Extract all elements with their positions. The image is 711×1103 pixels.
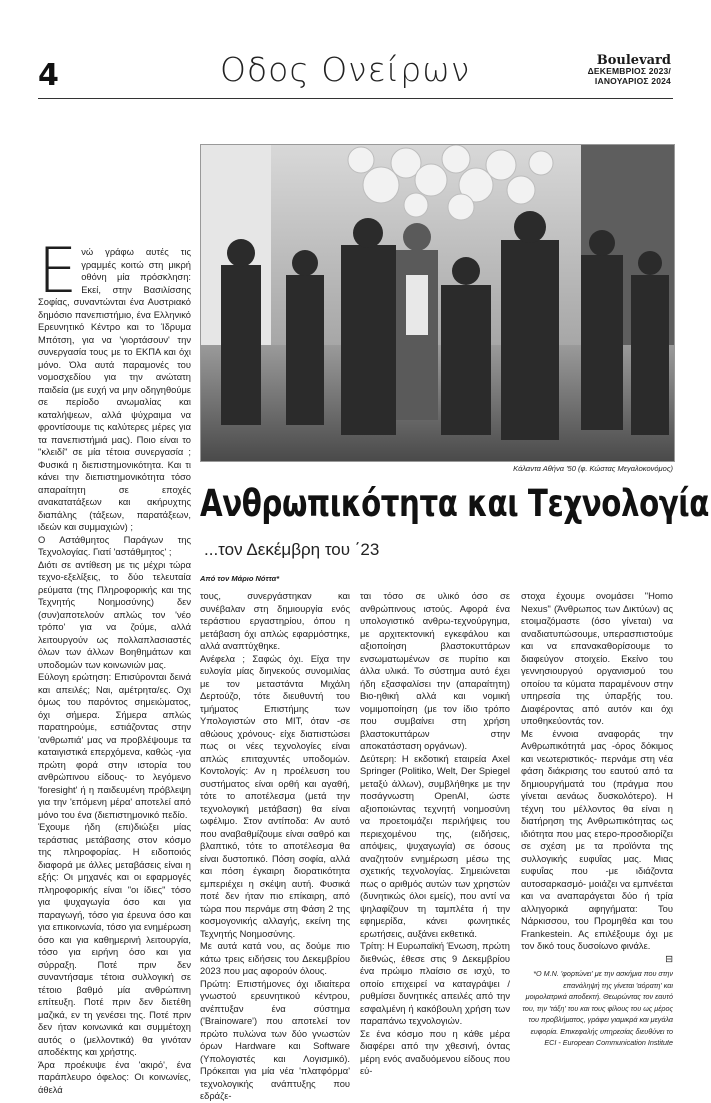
article-headline: Ανθρωπικότητα και Τεχνολογία <box>200 482 709 525</box>
street-photo <box>200 144 675 462</box>
paragraph: ται τόσο σε υλικό όσο σε ανθρώπινους ιστούς. Αφορά ένα υπολογιστικό ανθρω-τεχνούργημα, με αρχιτεκτονική εγκεφάλου και αξιοποίηση βλαστοκυττάρων ενσωματωμένων σε πυρίτιο και άλλα υλικά. Το σύστημα αυτό έχει ήδη εξασφαλίσει την (απαραίτητη) Βιο-ηθική αλλά και νομική νομιμοποίηση (με τον ίδιο τρόπο που συμβαίνει στη χρήση βλαστοκυττάρων στην αποκατάσταση οργάνων). <box>360 591 510 751</box>
header-divider <box>38 98 673 99</box>
page-number: 4 <box>38 58 59 93</box>
article-column-3 <box>360 590 510 1078</box>
paragraph: Με αυτά κατά νου, ας δούμε πιο κάτω τρεις ειδήσεις του Δεκεμβρίου 2023 που μας αφορούν όλους. <box>200 941 350 976</box>
paragraph: Ανέφελα ; Σαφώς όχι. Είχα την ευλογία μίας διηνεκούς συνομιλίας με τον μεταστάντα Μιχάλη Δερτούζο, τότε διευθυντή του τμήματος Επιστήμης των Υπολογιστών στο MIT, όταν -σε αθώους χρόνους- είχε διαπιστώσει πως οι νέες τεχνολογίες είναι απλώς επιταχυντές υποδομών. Κοντολογίς: Αν η προέλευση του συστήματος είναι ορθή και αγαθή, τότε το αποτέλεσμα (μετά την τεχνολογική μετάβαση) θα είναι ωφέλιμο. Στον αντίποδα: Αν αυτό που αναβαθμίζουμε είναι σαθρό και βλαπτικό, τότε το αποτέλεσμα θα είναι δυστοπικό. Πόση σοφία, αλλά και πόση έγκαιρη διορατικότητα εμπεριέχει η σκέψη αυτή. Φυσικά ποτέ δεν ήταν πιο επίκαιρη, από τώρα που περνάμε στη Φάση 2 της κοσμογονικής αλλαγής, εκείνη της Τεχνητής Νοημοσύνης. <box>200 653 350 939</box>
issue-date-line2: ΙΑΝΟΥΑΡΙΟΣ 2024 <box>594 76 671 86</box>
paragraph: τους, συνεργάστηκαν και συνέβαλαν στη δημιουργία ενός τεράστιου εργαστηρίου, όπου η μετάβαση όχι απλώς εφαρμόστηκε, αλλά αναπτύχθηκε. <box>200 591 350 651</box>
paragraph: Με έννοια αναφοράς την Ανθρωπικότητά μας -όρος δόκιμος και νεωτεριστικός- περνάμε στη νέα φάση διάκρισης του εαυτού από τα δημιουργήματά του (πράγμα που γίνεται αενάως δυσκολότερο). Η τέχνη του μέλλοντος θα είναι η διατήρηση της Ανθρωπικότητας ως ιδιότητα που μας ετερο-προσδιορίζει σε σχέση με τα προϊόντα της συλλογικής ευφυΐας μας. Μιας ευφυΐας που -με ιδιάζοντα αυτοσαρκασμό- μοιάζει να εμπνέεται και να αναπαράγεται δύο ή τρία αλληγορικά αφηγήματα: Του Νάρκισσου, του Προμηθέα και του Frankestein. Ας επιλέξουμε όχι με τον δικό τους δυσοίωνο φινάλε. <box>521 728 673 951</box>
paragraph: Τρίτη: Η Ευρωπαϊκή Ένωση, πρώτη διεθνώς, έθεσε στις 9 Δεκεμβρίου ένα πρώιμο πλαίσιο σε ισχύ, το οποίο επιχειρεί να καταγράψει / ρυθμίσει δυνητικές απειλές από την εσφαλμένη ή κακόβουλη χρήση των παραπάνω τεχνολογιών. <box>360 941 510 1026</box>
paragraph: στοχα έχουμε ονομάσει "Homo Nexus" (Άνθρωπος των Δικτύων) ας ετοιμαζόμαστε (όσο γίνεται) να αναδιατυπώσουμε, υπερασπιστούμε και να επανακαθορίσουμε το διαφεύγον στοιχείο. Εκείνο του γεννησιουργού οργανισμού του οποίου τα κύματα παραμένουν στην υπηρεσία της ύπαρξής του. Διαφέροντας από αυτόν και όχι υποθηκεύοντάς τον. <box>521 591 673 726</box>
paragraph: Έχουμε ήδη (επι)διώξει μίας τεράστιας μετάβασης στον κόσμο της πληροφορίας. Η ειδοποιός διαφορά με άλλες μεταβάσεις είναι η εξής: Οι μηχανές και οι εφαρμογές πληροφορικής είναι "οι ίδιες" τόσο για ψυχαγωγία όσο και για παραγωγή, τόσο για έρευνα όσο και για επικοινωνία, τόσο για ενημέρωση όσο και για καθημερινή λειτουργία, τόσο για ειρήνη όσο και για σύρραξη. Ποτέ πριν δεν συναντήσαμε τέτοια συλλογική σε τέτοιο βαθμό μία ανθρώπινη επίτευξη. Ποτέ πριν δεν διετέθη μαζικά, εν τη γενέσει της. Ποτέ πριν δεν ήταν κοινωνικά και συμμέτοχη αυτός ο (μελλοντικά) θα γινόταν αποδέκτης και χρήστης. <box>38 822 191 1057</box>
paragraph: Δεύτερη: Η εκδοτική εταιρεία Axel Springer (Politiko, Welt, Der Spiegel μεταξύ άλλων), συμβλήθηκε με την ποσάγνωστη OpenAI, ώστε αξιοποιώντας τεχνητή νοημοσύνη να προετοιμάζει περιλήψεις του περιεχομένου της, (ειδήσεις, απόψεις, ψυχαγωγία) σε όσους αναζητούν ενημέρωση μέσω της σχετικής τεχνολογίας. Σημειώνεται πως ο αριθμός αυτών των χρηστών (δυνητικώς όλοι εμείς), που αντί να ψηλαφίζουν τη ταμπλέτα ή την εφημερίδα, κάνει φωνητικές ερωτήσεις, αυξάνει εκθετικά. <box>360 753 510 939</box>
issue-date-line1: ΔΕΚΕΜΒΡΙΟΣ 2023/ <box>587 66 671 76</box>
article-column-1 <box>38 234 191 1096</box>
paragraph: νώ γράφω αυτές τις γραμμές κοιτώ στη μικρή οθόνη μία πρόσκληση: Εκεί, στην Βασιλίσσης Σοφίας, συναντώνται ένα Αυστριακό δημόσιο πανεπιστήμιο, ένα Ελληνικό Ερευνητικό Κέντρο και το Ίδρυμα Μπότση, για να 'γιορτάσουν' την συνεργασία τους με το ΕΚΠΑ και όχι μόνο. Όλα αυτά παραμονές του νομοσχεδίου για την ανώτατη παιδεία (με ευχή να μην οδηγηθούμε σε περίοδο ανωμαλίας και καταλήψεων, αλλά ψύχραιμα να φροντίσουμε τις καλύτερες μέρες για τα πανεπιστήμιά μας). Ποιο είναι το "κλειδί" σε μία τέτοια συνεργασία ; Φυσικά η διεπιστημονικότητα. Και τι κάνει την διεπιστημονικότητα τόσο απαραίτητη σε εποχές ανακατατάξεων και ακήρυχτης διαπάλης (τάξεων, παρατάξεων, ιδεών και συμμαχιών) ; <box>38 247 191 532</box>
paragraph: Σε ένα κόσμο που η κάθε μέρα διαφέρει από την χθεσινή, όντας μέρη ενός αναδυόμενου είδους που εύ- <box>360 1028 510 1076</box>
masthead <box>587 53 671 86</box>
paragraph: Άρα προέκυψε ένα 'ακιρό', ένα παράπλευρο όφελος: Οι κοινωνίες, άθελά <box>38 1059 191 1095</box>
paragraph: Πρώτη: Επιστήμονες όχι ιδιαίτερα γνωστού ερευνητικού κέντρου, ανέπτυξαν ένα σύστημα ('Brainoware') που αποτελεί τον πρώτο πυλώνα των δύο γνωστών όρων Hardware και Software (Υπολογιστές και Λογισμικό). Πρόκειται για μία νέα 'πλατφόρμα' τεχνολογικής ανάπτυξης που εδράζε- <box>200 978 350 1101</box>
drop-cap: Ε <box>38 234 78 307</box>
section-title: Οδος Ονείρων <box>220 50 471 89</box>
author-footnote: *Ο Μ.Ν. 'φορτώνει' με την ασκήμια που στην επανάληψή της γίνεται 'αόρατη' και μοιρολατρικά αποδεκτή. Θεωρώντας τον εαυτό του, την 'τάξη' του και τους φίλους του ως μέρος του προβλήματος, γράφει γιαμικρά και μεγάλα ευφορία. Επικεφαλής υπηρεσίας διευθύνει το ECI - European Communication Institute <box>522 969 673 1047</box>
paragraph: Διότι σε αντίθεση με τις μέχρι τώρα τεχνο-εξελίξεις, το δύο τελευταία ρεύματα (της Πληροφορικής και της Τεχνητής Νοημοσύνης) δεν (συν)αποτελούν απλώς τον 'νέο τρόπο' για να ζούμε, αλλά λειτουργούν ως πολλαπλασιαστές όλων των άλλων Βοηθημάτων και υποδομών των κοινωνιών μας. <box>38 559 191 670</box>
photo-illustration <box>201 145 674 461</box>
article-column-2 <box>200 590 350 1103</box>
article-column-4 <box>521 590 673 965</box>
page-header <box>0 0 711 100</box>
paragraph: Ο Αστάθμητος Παράγων της Τεχνολογίας. Γιατί 'αστάθμητος' ; <box>38 534 191 557</box>
brand-name: Boulevard <box>596 53 671 68</box>
end-mark: ⊟ <box>665 953 673 964</box>
paragraph: Εύλογη ερώτηση: Επισύρονται δεινά και απειλές; Ναι, αμέτρητα/ες. Οχι όμως του παρόντος σημειώματος, όχι σήμερα. Σήμερα απλώς παρατηρούμε, εστιάζοντας στην 'ανθρωπιά' μας να προβλέψουμε τα καταιγιστικά επερχόμενα, καθώς -για πρώτη φορά στην ιστορία του ανθρώπινου είδους- το λεγόμενο 'foresight' ή η παιδευμένη πρόβλεψη για την 'επόμενη μέρα' αποτελεί από μόνο του ένα (διεπιστημονικό πεδίο. <box>38 672 191 820</box>
article-byline: Από τον Μάριο Νόττα* <box>200 574 280 583</box>
photo-caption: Κάλαντα Αθήνα '50 (φ. Κώστας Μεγαλοκονόμος) <box>513 464 673 473</box>
article-subhead: ...τον Δεκέμβρη του ΄23 <box>204 540 380 559</box>
